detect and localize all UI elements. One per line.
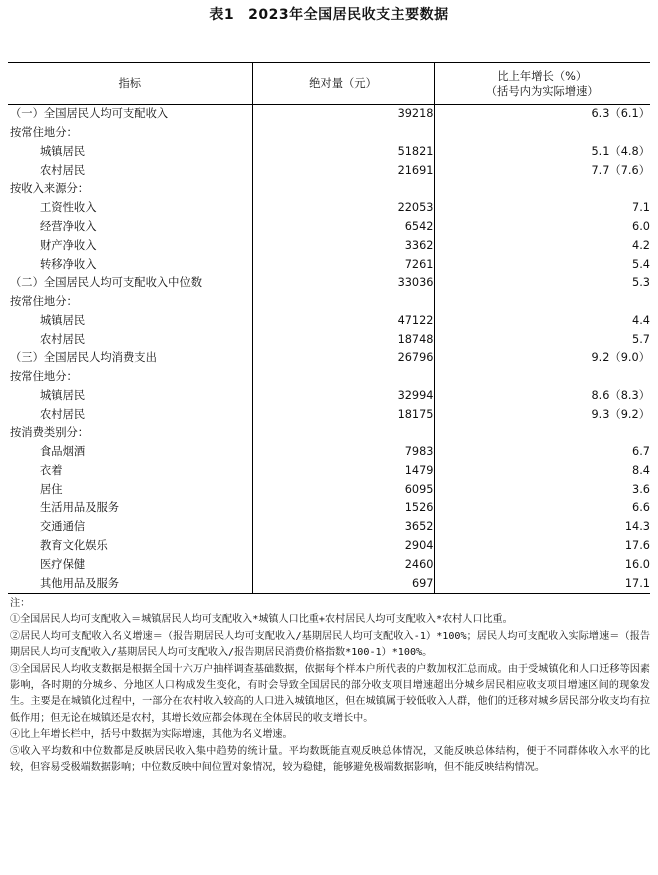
- row-growth-rate: 17.1: [434, 574, 650, 593]
- row-label: 农村居民: [40, 163, 86, 177]
- row-absolute-value: 18748: [252, 330, 434, 349]
- row-growth-rate: 5.4: [434, 255, 650, 274]
- row-growth-rate: [434, 124, 650, 143]
- row-label: 其他用品及服务: [8, 574, 252, 593]
- row-absolute-value: 7983: [252, 443, 434, 462]
- row-growth-rate: [434, 368, 650, 387]
- row-absolute-value: 697: [252, 574, 434, 593]
- notes-section: [10, 596, 650, 776]
- row-label: 生活用品及服务: [40, 501, 120, 515]
- row-absolute-value: [252, 293, 434, 312]
- row-absolute-value: 22053: [252, 199, 434, 218]
- header-growth: [434, 63, 650, 105]
- table-row: [8, 537, 650, 556]
- table-row: [8, 311, 650, 330]
- row-label: （一）全国居民人均可支配收入: [10, 107, 169, 121]
- table-row: [8, 405, 650, 424]
- table-row: [8, 143, 650, 162]
- row-absolute-value: 3362: [252, 236, 434, 255]
- row-label: 按常住地分：: [10, 370, 78, 384]
- income-expenditure-table: [8, 62, 650, 594]
- row-label: 城镇居民: [40, 313, 86, 327]
- row-growth-rate: 6.7: [434, 443, 650, 462]
- row-label: 工资性收入: [40, 201, 97, 215]
- table-body: [8, 105, 650, 594]
- row-absolute-value: [252, 180, 434, 199]
- row-label: 转移净收入: [40, 257, 97, 271]
- table-row: [8, 236, 650, 255]
- row-label: 按消费类别分：: [10, 426, 90, 440]
- row-absolute-value: [252, 424, 434, 443]
- row-absolute-value: 21691: [252, 161, 434, 180]
- row-label: 居住: [40, 482, 63, 496]
- table-number: 表1: [209, 7, 235, 23]
- row-growth-rate: 7.1: [434, 199, 650, 218]
- row-growth-rate: 8.4: [434, 462, 650, 481]
- row-growth-rate: 16.0: [434, 555, 650, 574]
- table-row: [8, 386, 650, 405]
- table-row: [8, 180, 650, 199]
- row-label: 城镇居民: [40, 144, 86, 158]
- table-row: [8, 518, 650, 537]
- row-growth-rate: 14.3: [434, 518, 650, 537]
- note-4: ④比上年增长栏中，括号中数据为实际增速，其他为名义增速。: [10, 729, 293, 741]
- table-row: [8, 293, 650, 312]
- table-row: [8, 462, 650, 481]
- row-label: 教育文化娱乐: [40, 538, 108, 552]
- row-absolute-value: 2904: [252, 537, 434, 556]
- row-growth-rate: 5.7: [434, 330, 650, 349]
- row-label: 医疗保健: [40, 557, 86, 571]
- row-label: 按收入来源分：: [10, 182, 90, 196]
- row-label: （三）全国居民人均消费支出: [10, 351, 157, 365]
- table-row: [8, 499, 650, 518]
- row-growth-rate: 6.6: [434, 499, 650, 518]
- note-5: ⑤收入平均数和中位数都是反映居民收入集中趋势的统计量。平均数既能直观反映总体情况，又能反映总体结构，便于不同群体收入水平的比较，但容易受极端数据影响；中位数反映中间位置对象情况，较为稳健，能够避免极端数据影响，但不能反映结构情况。: [10, 745, 650, 774]
- row-absolute-value: 39218: [252, 105, 434, 124]
- table-row: [8, 218, 650, 237]
- row-label: 交通通信: [40, 520, 86, 534]
- table-row: [8, 574, 650, 593]
- row-growth-rate: 4.2: [434, 236, 650, 255]
- row-growth-rate: 5.1（4.8）: [434, 143, 650, 162]
- header-growth-line1: 比上年增长（%）: [497, 69, 588, 83]
- row-absolute-value: 26796: [252, 349, 434, 368]
- table-row: [8, 555, 650, 574]
- row-label: 经营净收入: [40, 219, 97, 233]
- row-absolute-value: 33036: [252, 274, 434, 293]
- row-growth-rate: 5.3: [434, 274, 650, 293]
- row-label: 财产净收入: [40, 238, 97, 252]
- row-absolute-value: 1479: [252, 462, 434, 481]
- row-absolute-value: 6542: [252, 218, 434, 237]
- table-row: [8, 424, 650, 443]
- row-label: 衣着: [40, 463, 63, 477]
- table-title-text: 2023年全国居民收支主要数据: [248, 7, 449, 23]
- row-absolute-value: 2460: [252, 555, 434, 574]
- row-growth-rate: 7.7（7.6）: [434, 161, 650, 180]
- table-row: [8, 255, 650, 274]
- row-absolute-value: 18175: [252, 405, 434, 424]
- row-label: 食品烟酒: [40, 445, 86, 459]
- row-absolute-value: 32994: [252, 386, 434, 405]
- table-row: [8, 161, 650, 180]
- table-row: [8, 368, 650, 387]
- table-row: [8, 274, 650, 293]
- row-label: 城镇居民: [40, 388, 86, 402]
- table-row: [8, 349, 650, 368]
- note-1: ①全国居民人均可支配收入＝城镇居民人均可支配收入*城镇人口比重+农村居民人均可支配收入*农村人口比重。: [10, 614, 513, 626]
- row-absolute-value: 3652: [252, 518, 434, 537]
- row-absolute-value: [252, 124, 434, 143]
- row-growth-rate: [434, 293, 650, 312]
- header-growth-line2: （括号内为实际增速）: [485, 84, 599, 98]
- note-3: ③全国居民人均收支数据是根据全国十六万户抽样调查基础数据，依据每个样本户所代表的户数加权汇总而成。由于受城镇化和人口迁移等因素影响，各时期的分城乡、分地区人口构成发生变化，有时会导致全国居民的部分收支项目增速超出分城乡居民相应收支项目增速区间的现象发生。主要是在城镇化过程中，一部分在农村收入较高的人口进入城镇地区，但在城镇属于较低收入人群，他们的迁移对城乡居民部分收支均有拉低作用；但无论在城镇还是农村，其增长效应都会体现在全体居民的收支增长中。: [10, 663, 650, 724]
- table-row: [8, 199, 650, 218]
- header-absolute: 绝对量（元）: [252, 63, 434, 105]
- row-growth-rate: [434, 424, 650, 443]
- row-growth-rate: 8.6（8.3）: [434, 386, 650, 405]
- row-growth-rate: 17.6: [434, 537, 650, 556]
- row-absolute-value: 6095: [252, 480, 434, 499]
- row-growth-rate: 9.2（9.0）: [434, 349, 650, 368]
- row-label: （二）全国居民人均可支配收入中位数: [10, 276, 203, 290]
- row-absolute-value: 7261: [252, 255, 434, 274]
- row-absolute-value: 51821: [252, 143, 434, 162]
- row-growth-rate: 9.3（9.2）: [434, 405, 650, 424]
- row-growth-rate: [434, 180, 650, 199]
- table-row: [8, 480, 650, 499]
- row-label: 按常住地分：: [10, 295, 78, 309]
- row-growth-rate: 6.0: [434, 218, 650, 237]
- header-indicator: 指标: [8, 63, 252, 105]
- note-2: ②居民人均可支配收入名义增速＝（报告期居民人均可支配收入/基期居民人均可支配收入-1）*100%；居民人均可支配收入实际增速＝（报告期居民人均可支配收入/基期居民人均可支配收入/报告期居民消费价格指数*100-1）*100%。: [10, 630, 650, 659]
- row-growth-rate: 4.4: [434, 311, 650, 330]
- row-label: 农村居民: [40, 407, 86, 421]
- table-row: [8, 105, 650, 124]
- table-row: [8, 124, 650, 143]
- table-row: [8, 330, 650, 349]
- row-label: 按常住地分：: [10, 126, 78, 140]
- row-label: 农村居民: [40, 332, 86, 346]
- row-growth-rate: 6.3（6.1）: [434, 105, 650, 124]
- table-header: [8, 63, 650, 105]
- row-absolute-value: 47122: [252, 311, 434, 330]
- notes-heading: 注：: [10, 598, 31, 609]
- row-absolute-value: [252, 368, 434, 387]
- table-row: [8, 443, 650, 462]
- row-growth-rate: 3.6: [434, 480, 650, 499]
- table-title: [0, 4, 658, 24]
- row-absolute-value: 1526: [252, 499, 434, 518]
